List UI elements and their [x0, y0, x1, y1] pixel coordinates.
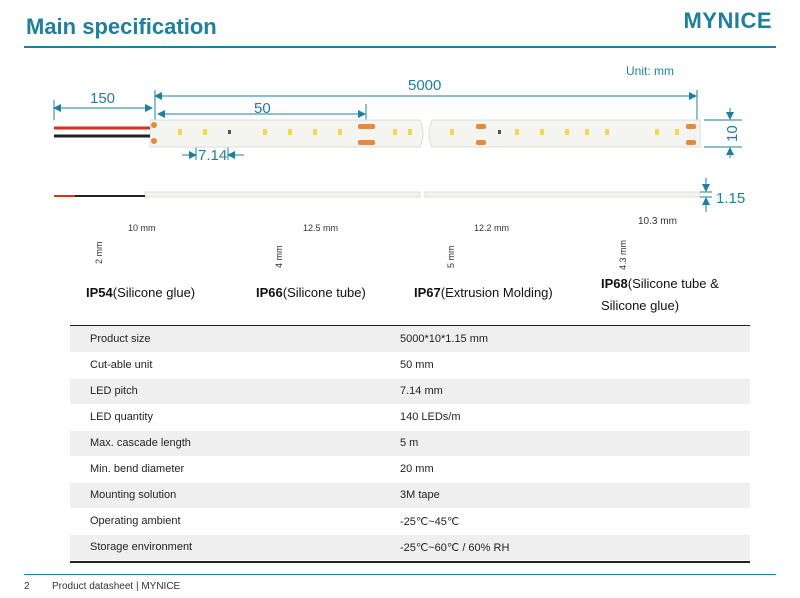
spec-label: Product size: [70, 326, 390, 352]
spec-label: Max. cascade length: [70, 430, 390, 456]
ip68-label: [601, 273, 741, 317]
ip54-code: IP54: [86, 285, 113, 300]
strip-top-right: [429, 120, 700, 147]
table-row: [70, 456, 750, 482]
ip68-width-caption: 10.3 mm: [638, 216, 677, 227]
spec-label: Cut-able unit: [70, 352, 390, 378]
dim-width: 10: [724, 125, 741, 142]
ip66-code: IP66: [256, 285, 283, 300]
footer-divider: [24, 574, 776, 575]
table-bottom-rule: [70, 561, 750, 563]
dim-cut-unit: 50: [254, 100, 271, 117]
ip68-desc: (Silicone tube & Silicone glue): [601, 276, 719, 313]
ip54-height-caption: 2 mm: [94, 241, 104, 264]
ip54-label: [86, 282, 195, 304]
spec-label: Min. bend diameter: [70, 456, 390, 482]
spec-label: Storage environment: [70, 534, 390, 560]
ip66-height-caption: 4 mm: [274, 245, 284, 268]
strip-drawing: [0, 0, 800, 220]
spec-value: 7.14 mm: [390, 378, 750, 404]
table-row: [70, 430, 750, 456]
ip68-code: IP68: [601, 276, 628, 291]
spec-label: Mounting solution: [70, 482, 390, 508]
spec-value: 20 mm: [390, 456, 750, 482]
ip68-height-caption: 4.3 mm: [618, 239, 628, 270]
ip54-width-caption: 10 mm: [128, 223, 156, 233]
spec-value: 5000*10*1.15 mm: [390, 326, 750, 352]
ip54-desc: (Silicone glue): [112, 285, 196, 300]
ip67-label: [414, 282, 553, 304]
spec-table: [70, 326, 750, 561]
table-row: [70, 404, 750, 430]
dim-pitch: 7.14: [198, 147, 228, 164]
spec-value: 3M tape: [390, 482, 750, 508]
spec-value: 5 m: [390, 430, 750, 456]
strip-top-left: [150, 120, 423, 147]
ip67-width-caption: 12.2 mm: [474, 223, 510, 233]
ip67-code: IP67: [414, 285, 441, 300]
strip-side-left: [145, 192, 420, 197]
ip66-desc: (Silicone tube): [282, 285, 366, 300]
dim-lead: 150: [90, 90, 116, 107]
unit-label: Unit: mm: [626, 64, 674, 78]
table-row: [70, 482, 750, 508]
table-row: [70, 508, 750, 534]
page-number: 2: [24, 581, 30, 592]
spec-label: LED quantity: [70, 404, 390, 430]
ip67-desc: (Extrusion Molding): [440, 285, 553, 300]
spec-value: 50 mm: [390, 352, 750, 378]
spec-value: 140 LEDs/m: [390, 404, 750, 430]
table-row: [70, 534, 750, 560]
dim-thickness: 1.15: [716, 190, 746, 207]
spec-label: LED pitch: [70, 378, 390, 404]
footer-text: Product datasheet | MYNICE: [52, 581, 181, 592]
dim-total-length: 5000: [408, 77, 442, 94]
spec-value: -25℃~60℃ / 60% RH: [390, 534, 750, 560]
strip-side-right: [425, 192, 700, 197]
ip67-height-caption: 5 mm: [446, 245, 456, 268]
ip66-label: [256, 282, 366, 304]
table-row: [70, 378, 750, 404]
brand-logo: MYNICE: [683, 8, 772, 33]
page-title: Main specification: [26, 14, 217, 39]
ip66-width-caption: 12.5 mm: [303, 223, 339, 233]
table-row: [70, 352, 750, 378]
spec-label: Operating ambient: [70, 508, 390, 534]
spec-value: -25℃~45℃: [390, 508, 750, 534]
table-row: [70, 326, 750, 352]
